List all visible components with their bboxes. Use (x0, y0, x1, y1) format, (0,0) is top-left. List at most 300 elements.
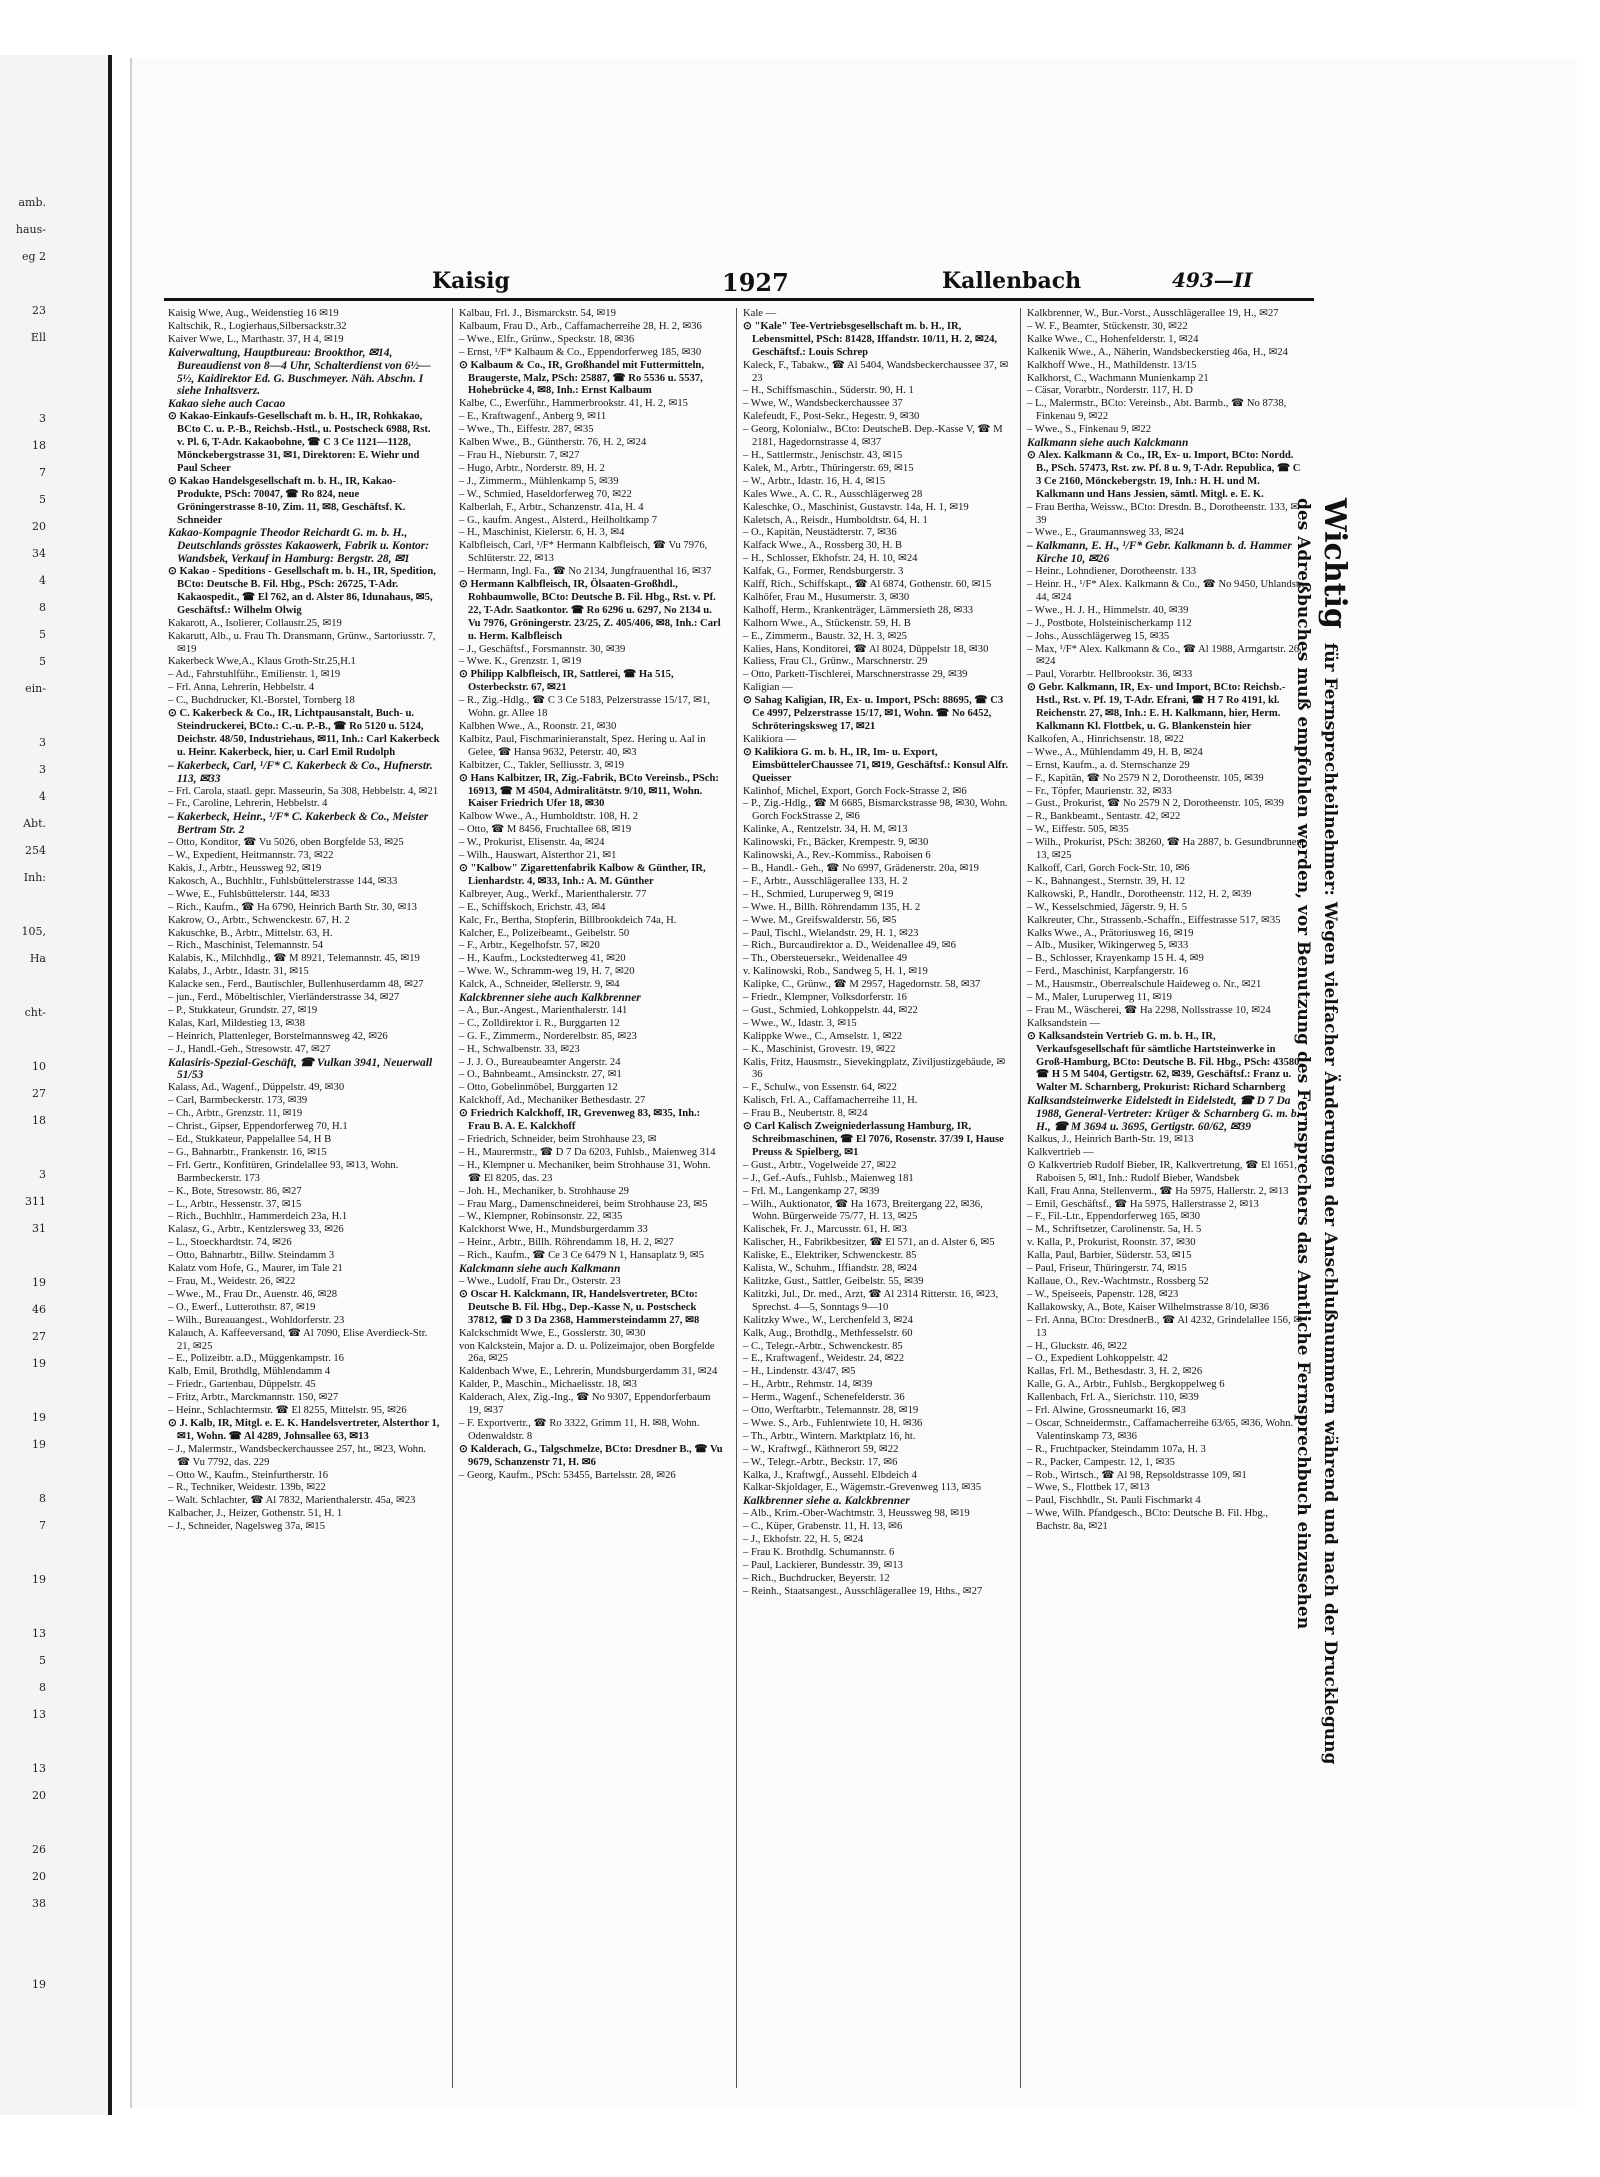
directory-entry: – Gust., Prokurist, ☎ No 2579 N 2, Dorotheenstr. 105, ✉39 (1027, 798, 1284, 810)
directory-entry: Kalle, G. A., Arbtr., Fuhlsb., Bergkoppelweg 6 (1027, 1379, 1225, 1391)
directory-entry: – Georg, Kaufm., PSch: 53455, Bartelsstr. 28, ✉26 (459, 1469, 676, 1481)
directory-entry: – Frl. M., Langenkamp 27, ✉39 (743, 1185, 880, 1197)
directory-entry: – Frau K. Brothdlg. Schumannstr. 6 (743, 1547, 895, 1558)
directory-entry: – Frau B., Neubertstr. 8, ✉24 (743, 1108, 868, 1120)
directory-entry: – H., Lindenstr. 43/47, ✉5 (743, 1366, 856, 1378)
directory-entry: Kalbow Wwe., A., Humboldtstr. 108, H. 2 (459, 811, 639, 823)
directory-entry: – Rich., Maschinist, Telemannstr. 54 (168, 940, 324, 952)
directory-entry: – jun., Ferd., Möbeltischler, Vierländerstrasse 34, ✉27 (168, 992, 400, 1004)
gutter-fragment: amb. (18, 196, 46, 209)
directory-entry: Kalben Wwe., B., Güntherstr. 76, H. 2, ✉24 (459, 437, 647, 449)
directory-entry: Kalbacher, J., Heizer, Gothenstr. 51, H. 1 (168, 1508, 343, 1520)
directory-entry: – R., Bankbeamt., Sentastr. 42, ✉22 (1027, 811, 1181, 823)
directory-entry: – Wwe., H. J. H., Himmelstr. 40, ✉39 (1027, 604, 1189, 616)
directory-entry: – Wilh., Hauswart, Alsterthor 21, ✉1 (459, 850, 617, 862)
gutter-fragment: 18 (32, 439, 46, 452)
directory-entry: Kalauch, A. Kaffeeversand, ☎ Al 7090, Elise Averdieck-Str. 21, ✉25 (168, 1327, 428, 1352)
directory-entry: – H., Klempner u. Mechaniker, beim Strohhause 31, Wohn. ☎ El 8205, das. 23 (459, 1159, 711, 1184)
directory-entry: – W., Telegr.-Arbtr., Beckstr. 17, ✉6 (743, 1456, 898, 1468)
directory-entry: – Gust., Schmied, Lohkoppelstr. 44, ✉22 (743, 1004, 918, 1016)
directory-entry: Kakao siehe auch Cacao (168, 398, 286, 411)
directory-entry: ⊙ Kalderach, G., Talgschmelze, BCto: Dresdner B., ☎ Vu 9679, Schanzenstr 71, H. ✉6 (459, 1443, 723, 1468)
directory-entry: – Rich., Kaufm., ☎ Ce 3 Ce 6479 N 1, Hansaplatz 9, ✉5 (459, 1250, 705, 1262)
directory-entry: – W., Arbtr., Idastr. 16, H. 4, ✉15 (743, 475, 886, 487)
directory-entry: Kalkenik Wwe., A., Näherin, Wandsbeckerstieg 46a, H., ✉24 (1027, 346, 1288, 358)
gutter-fragment: 27 (32, 1330, 46, 1343)
directory-entry: – E., Kraftwagenf., Anberg 9, ✉11 (459, 411, 607, 423)
directory-entry: – H., Kaufm., Lockstedterweg 41, ✉20 (459, 953, 626, 965)
directory-entry: – G. F., Zimmerm., Norderelbstr. 85, ✉23 (459, 1030, 637, 1042)
directory-entry: – W., Schmied, Haseldorferweg 70, ✉22 (459, 488, 632, 500)
directory-entry: Kalc, Fr., Bertha, Stopferin, Billbrookdeich 74a, H. (459, 914, 677, 926)
directory-entry: – M., Maler, Luruperweg 11, ✉19 (1027, 992, 1172, 1004)
directory-entry: Kakosch, A., Buchhltr., Fuhlsbüttelerstrasse 144, ✉33 (168, 875, 398, 887)
directory-entry: – P., Stukkateur, Grundstr. 27, ✉19 (168, 1004, 318, 1016)
directory-entry: Kaisig Wwe, Aug., Weidenstieg 16 ✉19 (168, 308, 339, 319)
gutter-fragment: 3 (39, 736, 46, 749)
directory-entry: – Wwe., Th., Eiffestr. 287, ✉35 (459, 424, 594, 436)
directory-entry: Kalikiora — (743, 733, 797, 745)
directory-entry: Kakrow, O., Arbtr., Schwenckestr. 67, H. 2 (168, 914, 350, 926)
directory-entry: – Rich., Buchdrucker, Beyerstr. 12 (743, 1572, 890, 1584)
directory-entry: – G., kaufm. Angest., Alsterd., Heilholtkamp 7 (459, 514, 658, 526)
directory-entry: – H., Sattlermstr., Jenischstr. 43, ✉15 (743, 449, 903, 461)
entry-columns (168, 308, 1308, 2088)
directory-entry: Kale — (743, 308, 777, 319)
directory-entry: – Ed., Stukkateur, Pappelallee 54, H B (168, 1134, 332, 1145)
directory-entry: ⊙ Carl Kalisch Zweigniederlassung Hamburg, IR, Schreibmaschinen, ☎ El 7076, Rosenstr. 37/39 I, Hause Preuss & Spielberg, ✉1 (743, 1121, 1004, 1158)
directory-entry: – Hermann, Ingl. Fa., ☎ No 2134, Jungfrauenthal 16, ✉37 (459, 566, 712, 578)
directory-entry: Kalk, Aug., Brothdlg., Methfesselstr. 60 (743, 1327, 913, 1339)
directory-entry: Kalipke, C., Grünw., ☎ M 2957, Hagedornstr. 58, ✉37 (743, 979, 981, 991)
directory-entry: v. Kalla, P., Prokurist, Roonstr. 37, ✉30 (1027, 1237, 1196, 1249)
gutter-fragment: 18 (32, 1114, 46, 1127)
directory-entry: – Paul, Tischl., Wielandstr. 29, H. 1, ✉23 (743, 927, 919, 939)
directory-entry: – B., Schlosser, Krayenkamp 15 H. 4, ✉9 (1027, 953, 1204, 965)
gutter-fragment: eg 2 (21, 250, 46, 263)
directory-entry: – G., Bahnarbtr., Frankenstr. 16, ✉15 (168, 1146, 327, 1158)
directory-entry: – Heinrich, Plattenleger, Borstelmannsweg 42, ✉26 (168, 1030, 388, 1042)
directory-entry: ⊙ "Kale" Tee-Vertriebsgesellschaft m. b. H., IR, Lebensmittel, PSch: 81428, Iffandstr. 10/11, H. 2, ✉24, Geschäftsf.: Louis Schrep (743, 320, 998, 358)
directory-entry: ⊙ C. Kakerbeck & Co., IR, Lichtpausanstalt, Buch- u. Steindruckerei, BCto.: C.-u. P.-B., ☎ Ro 5120 u. 5124, Deichstr. 48/50, Industriehaus, ✉11, Inh.: Carl Kakerbeck u. Heinr. Kakerbeck, hier, u. Carl Emil Rudolph (168, 708, 440, 758)
directory-entry: Kaiverwaltung, Hauptbureau: Brookthor, ✉14, Bureaudienst von 8—4 Uhr, Schalterdienst von 6½—5½, Kaidirektor Ed. G. Buschmeyer. Näh. Abschn. I siehe Inhaltsverz. (168, 346, 431, 398)
directory-entry: – Fr., Töpfer, Maurienstr. 32, ✉33 (1027, 785, 1172, 797)
directory-entry: – Otto W., Kaufm., Steinfurtherstr. 16 (168, 1469, 329, 1481)
directory-entry: – W., Expedient, Heitmannstr. 73, ✉22 (168, 850, 334, 862)
directory-entry: – J. J. O., Bureaubeamter Angerstr. 24 (459, 1056, 621, 1068)
directory-entry: – F., Arbtr., Kegelhofstr. 57, ✉20 (459, 940, 600, 952)
directory-entry: – Johs., Ausschlägerweg 15, ✉35 (1027, 630, 1170, 642)
directory-entry: – Wwe. K., Grenzstr. 1, ✉19 (459, 656, 582, 668)
directory-entry: – Otto, Werftarbtr., Telemannstr. 28, ✉19 (743, 1405, 919, 1417)
directory-entry: – R., Zig.-Hdlg., ☎ C 3 Ce 5183, Pelzerstrasse 15/17, ✉1, Wohn. gr. Allee 18 (459, 695, 710, 720)
directory-entry: – Paul, Friseur, Thüringerstr. 74, ✉15 (1027, 1263, 1187, 1275)
directory-entry: – Rob., Wirtsch., ☎ Al 98, Repsoldstrasse 109, ✉1 (1027, 1469, 1247, 1481)
directory-entry: Kallaue, O., Rev.-Wachtmstr., Rossberg 52 (1027, 1275, 1209, 1287)
gutter-fragment: 5 (39, 655, 46, 668)
directory-entry: Kalkbrenner, W., Bur.-Vorst., Ausschlägerallee 19, H., ✉27 (1027, 308, 1279, 319)
directory-entry: – Wwe., Ludolf, Frau Dr., Osterstr. 23 (459, 1275, 621, 1287)
directory-entry: – H., Maurermstr., ☎ D 7 Da 6203, Fuhlsb., Maienweg 314 (459, 1146, 716, 1158)
directory-entry: Kalacke sen., Ferd., Bautischler, Bullenhuserdamm 48, ✉27 (168, 979, 424, 991)
gutter-fragment: 46 (32, 1303, 46, 1316)
directory-entry: – R., Fruchtpacker, Steindamm 107a, H. 3 (1027, 1443, 1206, 1455)
directory-entry: Kall, Frau Anna, Stellenverm., ☎ Ha 5975, Hallerstr. 2, ✉13 (1027, 1185, 1289, 1197)
directory-entry: Kaliske, E., Elektriker, Schwenckestr. 85 (743, 1250, 917, 1262)
directory-entry: – Reinh., Staatsangest., Ausschlägerallee 19, Hths., ✉27 (743, 1585, 983, 1597)
directory-entry: – J., Zimmerm., Mühlenkamp 5, ✉39 (459, 475, 619, 487)
directory-entry: ⊙ Kalbaum & Co., IR, Großhandel mit Futtermitteln, Braugerste, Malz, PSch: 25887, ☎ Ro 5536 u. 5537, Hohebrücke 4, ✉8, Inh.: Ernst Kalbaum (459, 359, 704, 397)
directory-entry: Kalbreyer, Aug., Werkf., Marienthalerstr. 77 (459, 888, 647, 900)
directory-entry: Kalke Wwe., C., Hohenfelderstr. 1, ✉24 (1027, 333, 1199, 345)
directory-entry: – H., Arbtr., Rehmstr. 14, ✉39 (743, 1379, 873, 1391)
gutter-fragment: 311 (25, 1195, 46, 1208)
directory-entry: – Rich., Burcaudirektor a. D., Weidenallee 49, ✉6 (743, 940, 956, 952)
directory-entry: – W. F., Beamter, Stückenstr. 30, ✉22 (1027, 320, 1188, 332)
directory-entry: Kalbe, C., Ewerführ., Hammerbrookstr. 41, H. 2, ✉15 (459, 398, 688, 410)
directory-entry: Kaleck, F., Tabakw., ☎ Al 5404, Wandsbeckerchaussee 37, ✉23 (743, 359, 1009, 384)
gutter-fragment: Inh: (23, 871, 46, 884)
directory-entry: – W., Klempner, Robinsonstr. 22, ✉35 (459, 1211, 623, 1223)
directory-entry: Kalck, A., Schneider, ✉ellerstr. 9, ✉4 (459, 979, 620, 991)
directory-entry: Kalkreuter, Chr., Strassenb.-Schaffn., Eiffestrasse 517, ✉35 (1027, 914, 1281, 926)
directory-entry: – Heinr., Arbtr., Billh. Röhrendamm 18, H. 2, ✉27 (459, 1237, 674, 1249)
directory-entry: Kalkhoff Wwe., H., Mathildenstr. 13/15 (1027, 359, 1197, 371)
directory-entry: – Wwe., E., Graumannsweg 33, ✉24 (1027, 527, 1184, 539)
directory-entry: ⊙ Kalkvertrieb Rudolf Bieber, IR, Kalkvertretung, ☎ El 1651, Raboisen 5, ✉1, Inh.: Rudolf Bieber, Wandsbek (1027, 1159, 1297, 1184)
directory-entry: Kalefeudt, F., Post-Sekr., Hegestr. 9, ✉30 (743, 411, 920, 423)
directory-entry: – Friedr., Klempner, Volksdorferstr. 16 (743, 992, 907, 1004)
directory-entry: – Wwe, Wilh. Pfandgesch., BCto: Deutsche B. Fil. Hbg., Bachstr. 8a, ✉21 (1027, 1508, 1269, 1533)
directory-entry: – Oscar, Schneidermstr., Caffamacherreihe 63/65, ✉36, Wohn. Valentinskamp 73, ✉36 (1027, 1417, 1294, 1442)
directory-entry: – J., Geschäftsf., Forsmannstr. 30, ✉39 (459, 643, 626, 655)
directory-entry: Kakis, J., Arbtr., Heussweg 92, ✉19 (168, 862, 322, 874)
directory-entry: Kalasz, G., Arbtr., Kentzlersweg 33, ✉26 (168, 1224, 344, 1236)
directory-entry: – Wilh., Prokurist, PSch: 38260, ☎ Ha 2887, b. Gesundbrunnen 13, ✉25 (1027, 837, 1302, 862)
directory-entry: Kaleschke, O., Maschinist, Gustavstr. 14a, H. 1, ✉19 (743, 501, 969, 513)
directory-entry: ⊙ Alex. Kalkmann & Co., IR, Ex- u. Import, BCto: Nordd. B., PSch. 57473, Rst. zw. Pf. 8 u. 9, T-Adr. Republica, ☎ C 3 Ce 2160, Mönckebergstr. 19, Inh.: H. H. und M. Kalkmann und Hans Jessien, sämtl. Mitgl. e. E. K. (1027, 449, 1301, 500)
directory-entry: Kalinke, A., Rentzelstr. 34, H. M, ✉13 (743, 824, 908, 836)
directory-entry: – Wwe., Elfr., Grünw., Speckstr. 18, ✉36 (459, 333, 635, 345)
column-2 (452, 308, 725, 2088)
directory-entry: Kales Wwe., A. C. R., Ausschlägerweg 28 (743, 488, 923, 500)
directory-entry: – J., Gef.-Aufs., Fuhlsb., Maienweg 181 (743, 1172, 914, 1184)
directory-entry: Kalitzki, Jul., Dr. med., Arzt, ☎ Al 2314 Ritterstr. 16, ✉23, Sprechst. 4—5, Sonntags 9—10 (743, 1288, 999, 1313)
directory-entry: – E., Polizeibtr. a.D., Müggenkampstr. 16 (168, 1353, 344, 1365)
directory-entry: – Ferd., Maschinist, Karpfangerstr. 16 (1027, 966, 1189, 978)
directory-entry: Kakuschke, B., Arbtr., Mittelstr. 63, H. (168, 927, 333, 939)
directory-entry: Kalfak, G., Former, Rendsburgerstr. 3 (743, 566, 904, 578)
directory-entry: – H., Maschinist, Kielerstr. 6, H. 3, ✉4 (459, 527, 625, 539)
gutter-fragment: 19 (32, 1276, 46, 1289)
directory-entry: Kakarott, A., Isolierer, Collaustr.25, ✉19 (168, 617, 342, 629)
directory-page (130, 58, 1577, 2108)
directory-entry: – J., Ekhofstr. 22, H. 5, ✉24 (743, 1534, 864, 1546)
directory-entry: ⊙ Kalikiora G. m. b. H., IR, Im- u. Export, EimsbüttelerChaussee 71, ✉19, Geschäftsf.: Konsul Alfr. Queisser (743, 746, 1008, 784)
directory-entry: Kalksandsteinwerke Eidelstedt in Eidelstedt, ☎ D 7 Da 1988, General-Vertreter: Krüger & Scharnberg G. m. b. H., ☎ M 3694 u. 3695, Gertigstr. 60/62, ✉39 (1027, 1095, 1300, 1134)
directory-entry: – Walt. Schlachter, ☎ Al 7832, Marienthalerstr. 45a, ✉23 (168, 1495, 416, 1507)
directory-entry: Kalbau, Frl. J., Bismarckstr. 54, ✉19 (459, 308, 616, 319)
directory-entry: Kalass, Ad., Wagenf., Düppelstr. 49, ✉30 (168, 1082, 345, 1094)
gutter-fragment: 23 (32, 304, 46, 317)
directory-entry: Kalkofen, A., Hinrichsenstr. 18, ✉22 (1027, 733, 1184, 745)
directory-entry: Kalkvertrieb — (1027, 1146, 1094, 1158)
directory-entry: Kalckhorst Wwe, H., Mundsburgerdamm 33 (459, 1224, 648, 1236)
directory-entry: – Rich., Kaufm., ☎ Ha 6790, Heinrich Barth Str. 30, ✉13 (168, 901, 417, 913)
directory-entry: – C., Zolldirektor i. R., Burggarten 12 (459, 1017, 620, 1029)
header-page-number: 493—II (1172, 268, 1253, 292)
directory-entry: – Alb., Krim.-Ober-Wachtmstr. 3, Heussweg 98, ✉19 (743, 1508, 970, 1520)
directory-entry: Kalasiris-Spezial-Geschäft, ☎ Vulkan 3941, Neuerwall 51/53 (168, 1056, 433, 1082)
directory-entry: – Rich., Buchhltr., Hammerdeich 23a, H.1 (168, 1211, 348, 1223)
directory-entry: Kalderach, Alex, Zig.-Ing., ☎ No 9307, Eppendorferbaum 19, ✉37 (459, 1392, 711, 1417)
directory-entry: – K., Maschinist, Grovestr. 19, ✉22 (743, 1043, 896, 1055)
directory-entry: ⊙ Kalksandstein Vertrieb G. m. b. H., IR, Verkaufsgesellschaft für sämtliche Hartsteinwerke in Groß-Hamburg, BCto: Deutsche B. Fil. Hbg., PSch: 43580, ☎ H 5 M 5404, Gertigstr. 62, ✉39, Geschäftsf.: Franz u. Walter M. Scharnberg, Prokurist: Richard Scharnberg (1027, 1030, 1303, 1094)
gutter-fragment: 7 (39, 1519, 46, 1532)
directory-entry: – Heinr. H., ¹/F* Alex. Kalkmann & Co., ☎ No 9450, Uhlandstr. 44, ✉24 (1027, 579, 1305, 603)
directory-entry: – Frl. Alwine, Grossneumarkt 16, ✉3 (1027, 1405, 1186, 1417)
directory-entry: – W., Kesselschmied, Jägerstr. 9, H. 5 (1027, 901, 1188, 913)
directory-entry: – W., Speiseeis, Papenstr. 128, ✉23 (1027, 1288, 1179, 1300)
gutter-fragment: 19 (32, 1573, 46, 1586)
directory-entry: – Hugo, Arbtr., Norderstr. 89, H. 2 (459, 462, 605, 474)
directory-entry: ⊙ Philipp Kalbfleisch, IR, Sattlerei, ☎ Ha 515, Osterbeckstr. 67, ✉21 (459, 669, 674, 694)
directory-entry: – Wwe, E., Fuhlsbüttelerstr. 144, ✉33 (168, 888, 330, 900)
directory-entry: – O., Bahnbeamt., Amsinckstr. 27, ✉1 (459, 1069, 622, 1081)
directory-entry: – H., Gluckstr. 46, ✉22 (1027, 1340, 1128, 1352)
directory-entry: Kaldenbach Wwe, E., Lehrerin, Mundsburgerdamm 31, ✉24 (459, 1366, 718, 1378)
directory-entry: Kalies, Hans, Konditorei, ☎ Al 8024, Düppelstr 18, ✉30 (743, 643, 989, 655)
directory-entry: – Max, ¹/F* Alex. Kalkmann & Co., ☎ Al 1988, Armgartstr. 26, ✉24 (1027, 643, 1302, 668)
directory-entry: Kaiver Wwe, L., Marthastr. 37, H 4, ✉19 (168, 333, 344, 345)
gutter-fragment: Ell (30, 331, 46, 344)
directory-entry: – E., Schiffskoch, Erichstr. 43, ✉4 (459, 901, 606, 913)
directory-entry: – Friedrich, Schneider, beim Strohhause 23, ✉ (459, 1134, 657, 1145)
directory-entry: v. Kalinowski, Rob., Sandweg 5, H. 1, ✉19 (743, 966, 928, 978)
gutter-fragment: 13 (32, 1762, 46, 1775)
directory-entry: – Wwe, S., Flottbek 17, ✉13 (1027, 1482, 1150, 1494)
directory-entry: – Ernst, Kaufm., a. d. Sternschanze 29 (1027, 759, 1190, 771)
gutter-fragment: 20 (32, 1789, 46, 1802)
directory-entry: Kakao-Kompagnie Theodor Reichardt G. m. b. H., Deutschlands grösstes Kakaowerk, Fabrik u. Kontor: Wandsbek, Verkauf in Hamburg: Bergstr. 28, ✉1 (168, 527, 430, 566)
directory-entry: Kalbaum, Frau D., Arb., Caffamacherreihe 28, H. 2, ✉36 (459, 320, 702, 332)
directory-entry: – M., Schriftsetzer, Carolinenstr. 5a, H. 5 (1027, 1224, 1202, 1236)
directory-entry: – Fr., Caroline, Lehrerin, Hebbelstr. 4 (168, 798, 328, 810)
directory-entry: – O., Expedient Lohkoppelstr. 42 (1027, 1353, 1168, 1365)
directory-entry: – W., Prokurist, Elisenstr. 4a, ✉24 (459, 837, 605, 849)
gutter-fragment: 3 (39, 1168, 46, 1181)
directory-entry: – H., Schwalbenstr. 33, ✉23 (459, 1043, 580, 1055)
gutter-fragment: 13 (32, 1708, 46, 1721)
directory-entry: ⊙ Kakao-Einkaufs-Gesellschaft m. b. H., IR, Rohkakao, BCto C. u. P.-B., Reichsb.-Hstl., u. Postscheck 6988, Rst. v. Pl. 6, T-Adr. Kakaobohne, ☎ C 3 Ce 1121—1128, Mönckebergstrasse 31, ✉1, Direktoren: E. Wiehr und Paul Scheer (168, 411, 431, 474)
side-notice-line-2: des Adreßbuches muß empfohlen werden, vor Benutzung des Fernsprechers das Amtliche Fernsprechbuch einzusehen (1293, 498, 1313, 1630)
directory-entry: ⊙ Hermann Kalbfleisch, IR, Ölsaaten-Großhdl., Rohbaumwolle, BCto: Deutsche B. Fil. Hbg., Rst. v. Pf. 22, T-Adr. Saatkontor. ☎ Ro 6296 u. 6297, No 2134 u. Vu 7976, Gröningerstr. 23/25, Z. 405/406, ✉8, Inh.: Carl u. Herm. Kalbfleisch (459, 579, 721, 642)
directory-entry: – F. Exportvertr., ☎ Ro 3322, Grimm 11, H. ✉8, Wohn. Odenwaldstr. 8 (459, 1417, 700, 1442)
directory-entry: Kalitzky Wwe., W., Lerchenfeld 3, ✉24 (743, 1314, 913, 1326)
directory-entry: – Otto, Gobelinmöbel, Burggarten 12 (459, 1082, 618, 1094)
directory-entry: – Wwe, W., Wandsbeckerchaussee 37 (743, 398, 903, 410)
directory-entry: – Heinr., Lohndiener, Dorotheenstr. 133 (1027, 566, 1197, 578)
gutter-fragment: Abt. (23, 817, 46, 830)
directory-entry: – O., Ewerf., Lutterothstr. 87, ✉19 (168, 1301, 316, 1313)
gutter-fragment: 4 (39, 790, 46, 803)
directory-entry: – Wwe. S., Arb., Fuhlentwiete 10, H. ✉36 (743, 1417, 923, 1429)
directory-entry: ⊙ Friedrich Kalckhoff, IR, Grevenweg 83, ✉35, Inh.: Frau B. A. E. Kalckhoff (459, 1108, 701, 1133)
directory-entry: Kalinowski, Fr., Bäcker, Krempestr. 9, ✉30 (743, 837, 929, 849)
gutter-fragment: 3 (39, 412, 46, 425)
directory-entry: – Frau Bertha, Weissw., BCto: Dresdn. B., Dorotheenstr. 133, ✉39 (1027, 501, 1300, 526)
directory-entry: Kalks Wwe., A., Prätoriusweg 16, ✉19 (1027, 927, 1194, 939)
previous-page-edge (0, 55, 112, 2115)
gutter-fragment: 8 (39, 1681, 46, 1694)
directory-entry: – R., Techniker, Weidestr. 139b, ✉22 (168, 1482, 326, 1494)
directory-entry: – H., Schlosser, Ekhofstr. 24, H. 10, ✉24 (743, 553, 918, 565)
directory-entry: – H., Schiffsmaschin., Süderstr. 90, H. 1 (743, 385, 914, 397)
directory-entry: Kalippke Wwe., C., Amselstr. 1, ✉22 (743, 1030, 903, 1042)
directory-entry: – C., Küper, Grabenstr. 11, H. 13, ✉6 (743, 1521, 903, 1533)
directory-entry: – Wilh., Bureauangest., Wohldorferstr. 23 (168, 1314, 345, 1326)
directory-entry: Kalis, Fritz, Hausmstr., Sievekingplatz, Ziviljustizgebäude, ✉36 (743, 1056, 1006, 1081)
gutter-fragment: ein- (25, 682, 46, 695)
directory-entry: Kalka, J., Kraftwgf., Aussehl. Elbdeich 4 (743, 1469, 917, 1481)
directory-entry: ⊙ Sahag Kaligian, IR, Ex- u. Import, PSch: 88695, ☎ C3 Ce 4997, Pelzerstrasse 15/17, ✉1, Wohn. ☎ No 6452, Schröteringsksweg 17, ✉21 (743, 695, 1004, 732)
directory-entry: – Otto, ☎ M 8456, Fruchtallee 68, ✉19 (459, 824, 632, 836)
directory-entry: Kalkoff, Carl, Gorch Fock-Str. 10, ✉6 (1027, 862, 1190, 874)
directory-entry: – Wwe., W., Idastr. 3, ✉15 (743, 1017, 857, 1029)
directory-entry: Kalff, Rich., Schiffskapt., ☎ Al 6874, Gothenstr. 60, ✉15 (743, 579, 992, 591)
directory-entry: – M., Hausmstr., Oberrealschule Haideweg o. Nr., ✉21 (1027, 979, 1262, 991)
directory-entry: Kalatz vom Hofe, G., Maurer, im Tale 21 (168, 1263, 343, 1275)
directory-entry: – Ernst, ¹/F* Kalbaum & Co., Eppendorferweg 185, ✉30 (459, 346, 702, 358)
directory-entry: Kalder, P., Maschin., Michaelisstr. 18, ✉3 (459, 1379, 637, 1391)
directory-entry: Kalb, Emil, Brothdlg, Mühlendamm 4 (168, 1366, 331, 1378)
directory-entry: – Frau H., Nieburstr. 7, ✉27 (459, 449, 580, 461)
gutter-fragment: 34 (32, 547, 46, 560)
directory-entry: – Paul, Vorarbtr. Hellbrookstr. 36, ✉33 (1027, 669, 1193, 681)
directory-entry: Kallenbach, Frl. A., Sierichstr. 110, ✉39 (1027, 1392, 1199, 1404)
directory-entry: Kakarutt, Alb., u. Frau Th. Dransmann, Grünw., Sartoriusstr. 7, ✉19 (168, 630, 436, 655)
header-year: 1927 (722, 268, 789, 297)
directory-entry: – P., Zig.-Hdlg., ☎ M 6685, Bismarckstrasse 98, ✉30, Wohn. Gorch FockStrasse 2, ✉6 (743, 798, 1008, 823)
directory-entry: Kalitzke, Gust., Sattler, Geibelstr. 55, ✉39 (743, 1275, 924, 1287)
directory-entry: – K., Bote, Stresowstr. 86, ✉27 (168, 1185, 302, 1197)
directory-entry: – Christ., Gipser, Eppendorferweg 70, H.1 (168, 1121, 348, 1133)
directory-entry: – J., Postbote, Holsteinischerkamp 112 (1027, 617, 1192, 629)
directory-entry: – Frl. Anna, BCto: DresdnerB., ☎ Al 4232, Grindelallee 156, ✉13 (1027, 1314, 1303, 1339)
directory-entry: von Kalckstein, Major a. D. u. Polizeimajor, oben Borgfelde 26a, ✉25 (459, 1340, 715, 1365)
directory-entry: – Wwe., M., Frau Dr., Auenstr. 46, ✉28 (168, 1288, 338, 1300)
directory-entry: Kalkar-Skjoldager, E., Wägemstr.-Grevenweg 113, ✉35 (743, 1482, 981, 1494)
directory-entry: Kaligian — (743, 682, 793, 694)
directory-entry: Kalabis, K., Milchhdlg., ☎ M 8921, Telemannstr. 45, ✉19 (168, 953, 420, 965)
directory-entry: – E., Kraftwagenf., Weidestr. 24, ✉22 (743, 1353, 905, 1365)
directory-entry: Kaltschik, R., Logierhaus,Silbersackstr.32 (168, 320, 347, 332)
directory-entry: Kalhoff, Herm., Krankenträger, Lämmersieth 28, ✉33 (743, 604, 974, 616)
directory-entry: – O., Kapitän, Neustädterstr. 7, ✉36 (743, 527, 897, 539)
directory-entry: Kalkus, J., Heinrich Barth-Str. 19, ✉13 (1027, 1134, 1194, 1145)
directory-entry: Kalek, M., Arbtr., Thüringerstr. 69, ✉15 (743, 462, 914, 474)
side-notice-headline: Wichtig (1317, 498, 1352, 629)
gutter-fragment: 20 (32, 520, 46, 533)
directory-entry: – F., Kapitän, ☎ No 2579 N 2, Dorotheenstr. 105, ✉39 (1027, 772, 1264, 784)
directory-entry: – Th., Arbtr., Wintern. Marktplatz 16, ht. (743, 1430, 916, 1442)
directory-entry: – Wilh., Auktionator, ☎ Ha 1673, Breitergang 22, ✉36, Wohn. Bürgerweide 75/77, H. 13, ✉25 (743, 1198, 983, 1223)
directory-entry: Kalkhorst, C., Wachmann Munienkamp 21 (1027, 372, 1209, 384)
directory-entry: – Frau M., Wäscherei, ☎ Ha 2298, Nollsstrasse 10, ✉24 (1027, 1004, 1271, 1016)
directory-entry: Kalfack Wwe., A., Rossberg 30, H. B (743, 540, 903, 552)
directory-entry: Kalkbrenner siehe a. Kalckbrenner (743, 1495, 910, 1508)
gutter-fragment: 10 (32, 1060, 46, 1073)
gutter-fragment: 31 (32, 1222, 46, 1235)
directory-entry: – Otto, Konditor, ☎ Vu 5026, oben Borgfelde 53, ✉25 (168, 837, 404, 849)
directory-entry: – Wwe., A., Mühlendamm 49, H. B, ✉24 (1027, 746, 1203, 758)
directory-entry: – L., Arbtr., Hessenstr. 37, ✉15 (168, 1198, 302, 1210)
directory-entry: – R., Packer, Campestr. 12, 1, ✉35 (1027, 1456, 1175, 1468)
directory-entry: – Wwe. M., Greifswalderstr. 56, ✉5 (743, 914, 897, 926)
gutter-fragment: 20 (32, 1870, 46, 1883)
directory-entry: Kalisch, Frl. A., Caffamacherreihe 11, H. (743, 1095, 918, 1107)
directory-entry: Kaliess, Frau Cl., Grünw., Marschnerstr. 29 (743, 656, 928, 668)
directory-entry: Kakerbeck Wwe,A., Klaus Groth-Str.25,H.1 (168, 656, 356, 668)
gutter-fragment: 13 (32, 1627, 46, 1640)
directory-entry: – Friedr., Gartenbau, Düppelstr. 45 (168, 1379, 316, 1391)
directory-entry: – Th., Obersteuersekr., Weidenallee 49 (743, 953, 908, 965)
directory-entry: Kalckbrenner siehe auch Kalkbrenner (459, 992, 641, 1005)
header-right-keyword: Kallenbach (942, 268, 1082, 294)
directory-entry: – Frau Marg., Damenschneiderei, beim Strohhause 23, ✉5 (459, 1198, 708, 1210)
directory-entry: ⊙ Oscar H. Kalckmann, IR, Handelsvertreter, BCto: Deutsche B. Fil. Hbg., Dep.-Kasse N, u. Postscheck 37812, ☎ D 3 Da 2368, Hammersteindamm 27, ✉8 (459, 1288, 700, 1326)
side-notice (1292, 498, 1352, 2058)
column-4 (1020, 308, 1305, 2088)
directory-entry: – Ad., Fahrstuhlführ., Emilienstr. 1, ✉19 (168, 669, 341, 681)
directory-entry: Kalbitz, Paul, Fischmarinieranstalt, Spez. Hering u. Aal in Gelee, ☎ Hansa 9632, Peterstr. 40, ✉3 (459, 733, 706, 758)
directory-entry: Kalinhof, Michel, Export, Gorch Fock-Strasse 2, ✉6 (743, 785, 967, 797)
directory-entry: ⊙ Kakao Handelsgesellschaft m. b. H., IR, Kakao-Produkte, PSch: 70047, ☎ Ro 824, neue Gröningerstrasse 8-10, Zim. 11, ✉8, Geschäftsf. K. Schneider (168, 475, 406, 526)
directory-entry: Kalista, W., Schuhm., Iffiandstr. 28, ✉24 (743, 1263, 918, 1275)
directory-entry: – B., Handl.- Geh., ☎ No 6997, Grädenerstr. 20a, ✉19 (743, 862, 979, 874)
directory-entry: – Heinr., Schlachtermstr. ☎ El 8255, Mittelstr. 95, ✉26 (168, 1405, 407, 1417)
header-left-keyword: Kaisig (432, 268, 510, 294)
directory-entry: – Frl. Gertr., Konfitüren, Grindelallee 93, ✉13, Wohn. Barmbeckerstr. 173 (168, 1159, 399, 1184)
directory-entry: – Ch., Arbtr., Grenzstr. 11, ✉19 (168, 1108, 303, 1120)
gutter-fragment: Ha (29, 952, 46, 965)
directory-entry: – W., Eiffestr. 505, ✉35 (1027, 824, 1129, 836)
gutter-fragment: haus- (15, 223, 46, 236)
directory-entry: – H., Schmied, Luruperweg 9, ✉19 (743, 888, 894, 900)
directory-entry: Kalbfleisch, Carl, ¹/F* Hermann Kalbfleisch, ☎ Vu 7976, Schlüterstr. 22, ✉13 (459, 540, 708, 565)
gutter-fragment: 5 (39, 493, 46, 506)
directory-entry: – Wwe. W., Schramm-weg 19, H. 7, ✉20 (459, 966, 635, 978)
directory-entry: Kalkowski, P., Handlr., Dorotheenstr. 112, H. 2, ✉39 (1027, 888, 1252, 900)
directory-entry: – A., Bur.-Angest., Marienthalerstr. 141 (459, 1004, 628, 1016)
directory-entry: Kalischek, Fr. J., Marcusstr. 61, H. ✉3 (743, 1224, 907, 1236)
directory-entry: Kalbhen Wwe., A., Roonstr. 21, ✉30 (459, 721, 617, 732)
directory-entry: – Kakerbeck, Heinr., ¹/F* C. Kakerbeck & Co., Meister Bertram Str. 2 (168, 811, 429, 837)
column-1 (168, 308, 440, 2088)
directory-entry: ⊙ "Kalbow" Zigarettenfabrik Kalbow & Günther, IR, Lienhardstr. 4, ✉33, Inh.: A. M. Günther (459, 862, 706, 887)
directory-entry: – Frau, M., Weidestr. 26, ✉22 (168, 1275, 296, 1287)
directory-entry: Kaletsch, A., Reisdr., Humboldtstr. 64, H. 1 (743, 514, 928, 526)
page-header (132, 58, 1272, 297)
directory-entry: – Kalkmann, E. H., ¹/F* Gebr. Kalkmann b. d. Hammer Kirche 10, ✉26 (1027, 540, 1292, 566)
directory-entry: – Fritz, Arbtr., Marckmannstr. 150, ✉27 (168, 1392, 339, 1404)
directory-entry: Kalcher, E., Polizeibeamt., Geibelstr. 50 (459, 927, 630, 939)
directory-entry: – Paul, Fischhdlr., St. Pauli Fischmarkt 4 (1027, 1495, 1201, 1507)
gutter-fragment: 19 (32, 1411, 46, 1424)
directory-entry: – F., Schulw., von Essenstr. 64, ✉22 (743, 1082, 897, 1094)
directory-entry: – Herm., Wagenf., Schenefelderstr. 36 (743, 1392, 905, 1404)
gutter-fragment: 254 (25, 844, 46, 857)
